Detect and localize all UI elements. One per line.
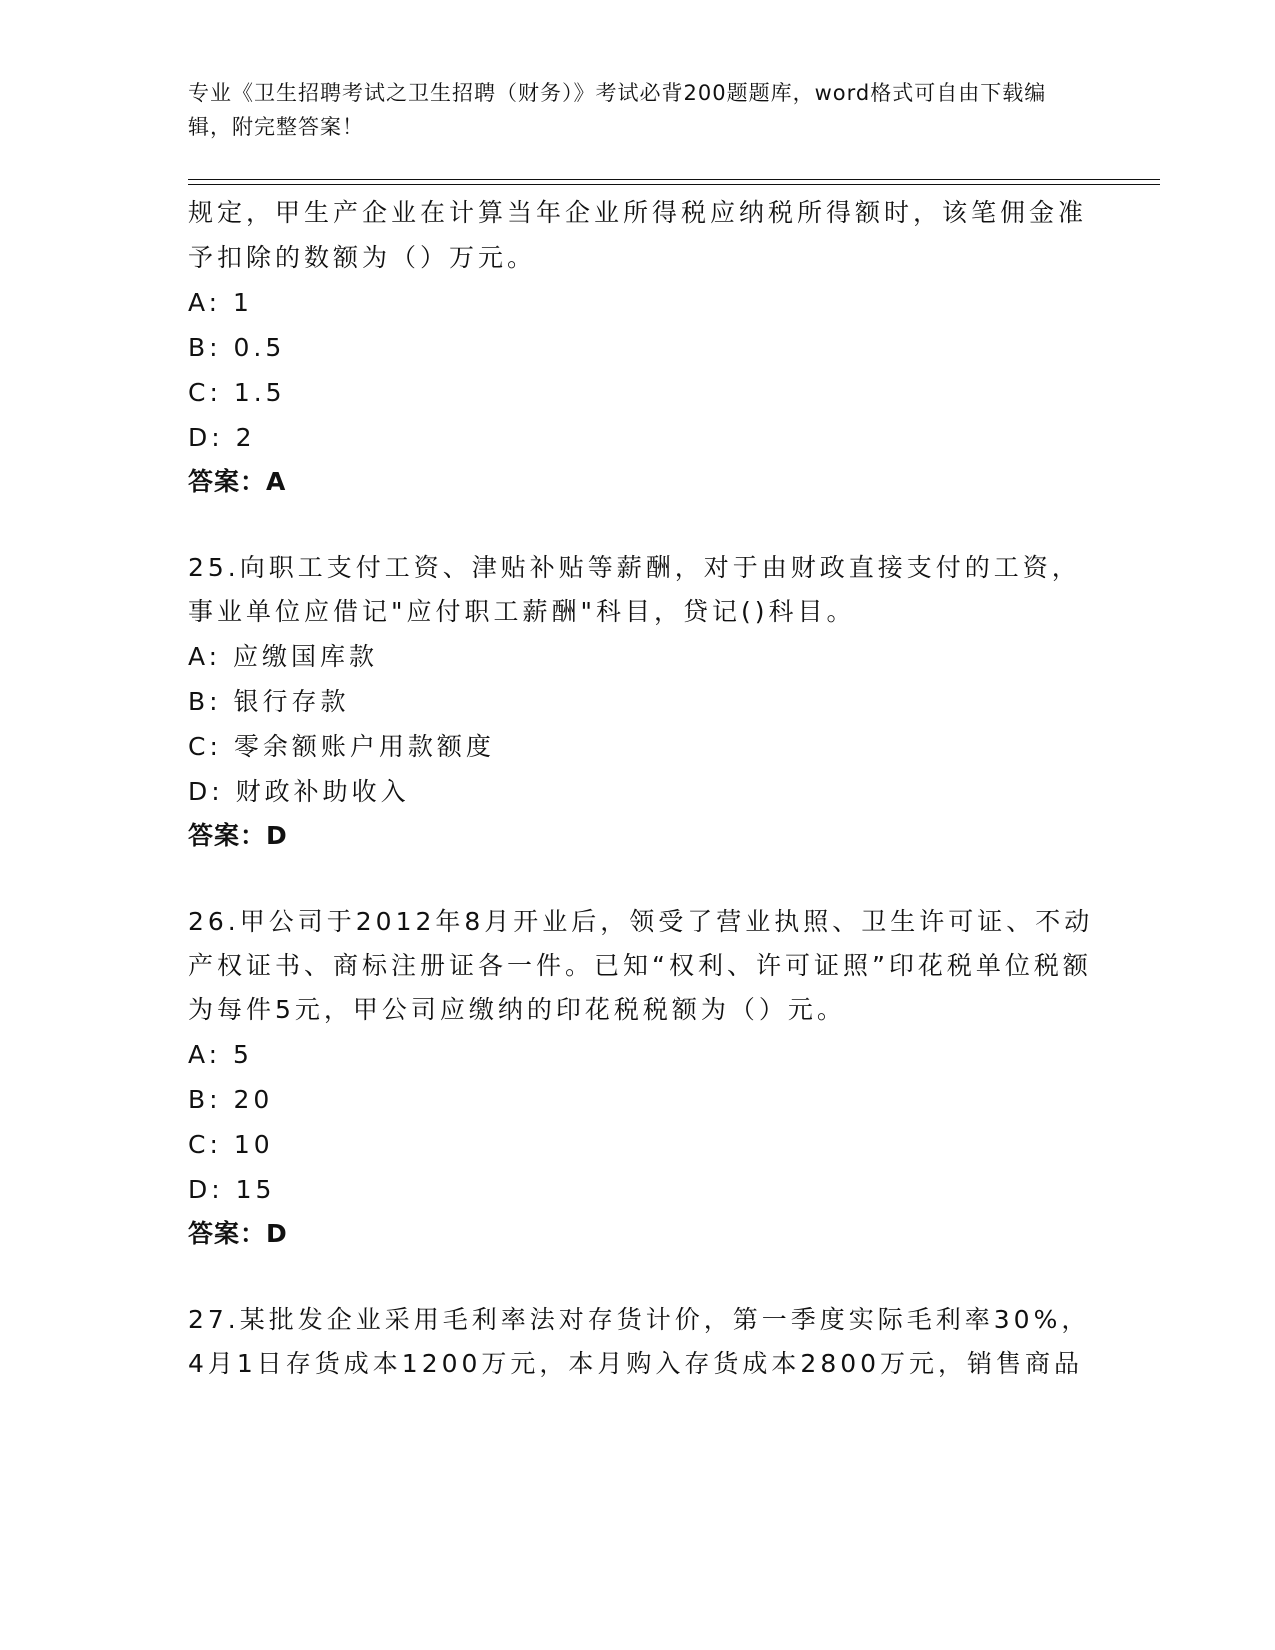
option-b: B: 0.5 [188, 333, 286, 362]
answer-line [188, 814, 1108, 858]
question-list [188, 190, 1108, 1428]
option-c: C: 零余额账户用款额度 [188, 732, 495, 761]
option-c: C: 10 [188, 1130, 274, 1159]
option-c: C: 1.5 [188, 378, 286, 407]
document-header [188, 76, 1068, 144]
question-text: 规定，甲生产企业在计算当年企业所得税应纳税所得额时，该笔佣金准予扣除的数额为（）万元。 [188, 198, 1088, 272]
question-block [188, 546, 1108, 858]
header-title: 专业《卫生招聘考试之卫生招聘（财务）》考试必背200题题库，word格式可自由下载编辑，附完整答案！ [188, 81, 1047, 139]
answer-value: A [266, 467, 287, 496]
option-d: D: 财政补助收入 [188, 777, 410, 806]
answer-label: 答案： [188, 467, 267, 496]
answer-line [188, 1212, 1108, 1256]
question-text: 25.向职工支付工资、津贴补贴等薪酬，对于由财政直接支付的工资，事业单位应借记"应付职工薪酬"科目，贷记()科目。 [188, 553, 1081, 626]
question-text: 26.甲公司于2012年8月开业后，领受了营业执照、卫生许可证、不动产权证书、商标注册证各一件。已知“权利、许可证照”印花税单位税额为每件5元，甲公司应缴纳的印花税税额为（）元。 [188, 907, 1094, 1024]
option-a: A: 5 [188, 1040, 253, 1069]
question-block [188, 190, 1108, 504]
answer-label: 答案： [188, 821, 267, 850]
header-divider-bottom [188, 184, 1160, 185]
answer-value: D [266, 1219, 288, 1248]
question-block [188, 1298, 1108, 1386]
option-b: B: 20 [188, 1085, 274, 1114]
answer-line [188, 460, 1108, 504]
answer-label: 答案： [188, 1219, 267, 1248]
question-block [188, 900, 1108, 1256]
option-a: A: 1 [188, 288, 253, 317]
header-divider-top [188, 179, 1160, 180]
question-text: 27.某批发企业采用毛利率法对存货计价，第一季度实际毛利率30%，4月1日存货成本1200万元，本月购入存货成本2800万元，销售商品 [188, 1305, 1091, 1378]
option-b: B: 银行存款 [188, 687, 350, 716]
option-a: A: 应缴国库款 [188, 642, 379, 671]
answer-value: D [266, 821, 288, 850]
option-d: D: 2 [188, 423, 256, 452]
option-d: D: 15 [188, 1175, 276, 1204]
